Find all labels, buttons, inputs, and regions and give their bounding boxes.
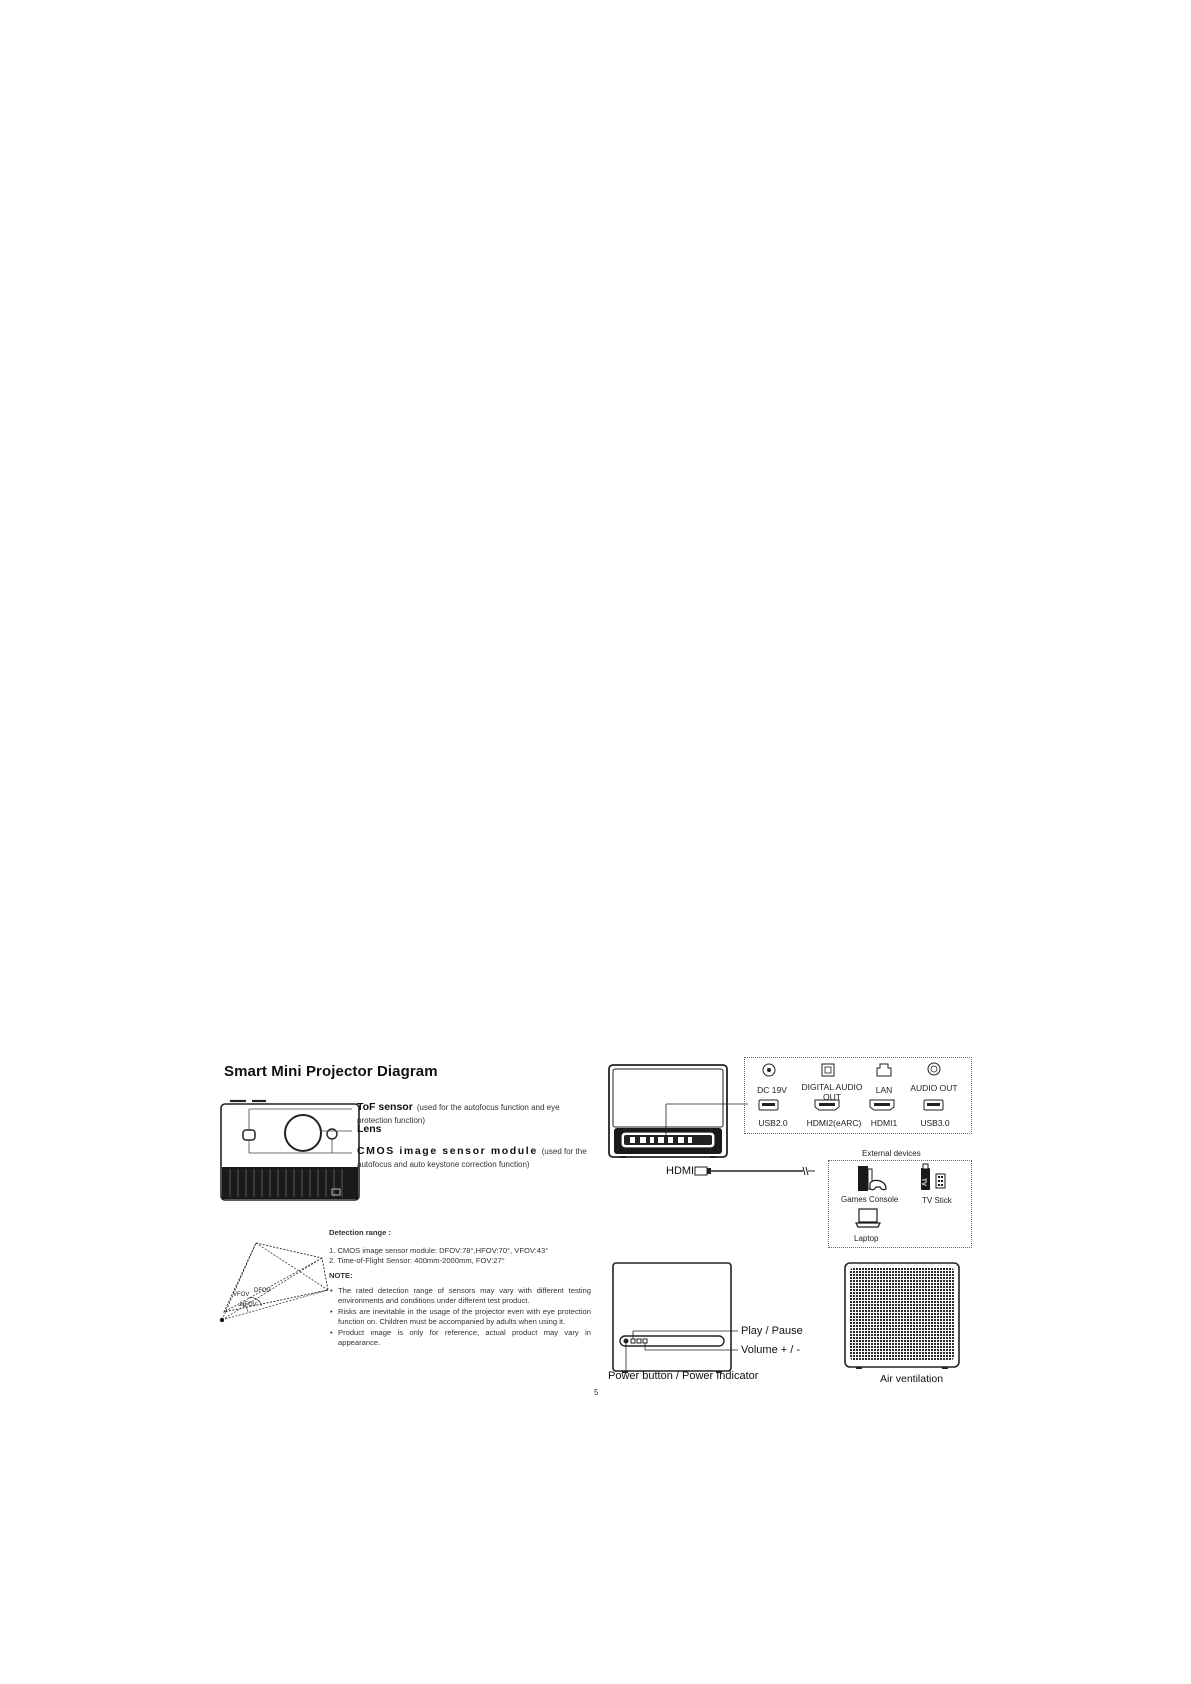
detection-heading: Detection range : xyxy=(329,1228,392,1237)
detection-item-2: 2. Time-of-Flight Sensor: 400mm-2000mm, FOV:27° xyxy=(329,1256,505,1265)
laptop-icon xyxy=(855,1208,881,1230)
detection-section xyxy=(329,1228,591,1349)
projector-front-illustration xyxy=(220,1101,360,1202)
volume-label: Volume + / - xyxy=(741,1344,801,1356)
note-item: • The rated detection range of sensors may vary with different testing environments and conditions under different test product. xyxy=(338,1286,591,1306)
tv-stick-label: TV Stick xyxy=(922,1196,952,1205)
games-console-icon xyxy=(856,1165,888,1193)
detection-range-diagram xyxy=(218,1240,328,1326)
port-label-audio-out: AUDIO OUT xyxy=(910,1083,958,1093)
projector-rear-illustration xyxy=(608,1064,728,1162)
dfov-label: DFOV xyxy=(254,1288,271,1294)
port-label-lan: LAN xyxy=(875,1085,893,1095)
tof-sensor-callout xyxy=(357,1101,597,1126)
detection-item-1: 1. CMOS image sensor module: DFOV:78°,HFOV:70°, VFOV:43° xyxy=(329,1246,549,1255)
note-item: • Product image is only for reference, actual product may vary in appearance. xyxy=(338,1328,591,1348)
laptop-label: Laptop xyxy=(854,1234,879,1243)
page-number: 5 xyxy=(594,1388,599,1397)
tv-stick-text: TV xyxy=(919,1178,926,1186)
games-console-label: Games Console xyxy=(841,1195,899,1204)
air-ventilation-illustration xyxy=(844,1262,960,1372)
note-item: • Risks are inevitable in the usage of the projector even with eye protection function on. Children must be accompanied by adults when using it. xyxy=(338,1307,591,1327)
tof-sensor-label: ToF sensor xyxy=(357,1101,413,1113)
port-label-dc: DC 19V xyxy=(757,1085,787,1095)
port-label-usb3: USB3.0 xyxy=(920,1118,950,1128)
cmos-desc: (used for the xyxy=(541,1147,587,1156)
lens-label: Lens xyxy=(357,1123,382,1135)
hfov-label: HFOV xyxy=(240,1302,257,1308)
external-devices-title: External devices xyxy=(862,1149,921,1158)
tof-sensor-desc-cont: protection function) xyxy=(357,1116,426,1125)
note-list xyxy=(329,1286,591,1348)
play-pause-label: Play / Pause xyxy=(741,1325,803,1337)
hdmi-cable xyxy=(695,1164,815,1180)
power-button-label: Power button / Power Indicator xyxy=(608,1370,759,1382)
vfov-label: VFOV xyxy=(233,1292,250,1298)
tof-sensor-desc: (used for the autofocus function and eye xyxy=(416,1103,560,1112)
port-label-hdmi2: HDMI2(eARC) xyxy=(806,1118,862,1128)
port-label-digital-audio: DIGITAL AUDIO OUT xyxy=(801,1082,863,1102)
air-ventilation-label: Air ventilation xyxy=(880,1373,944,1385)
cmos-label: CMOS image sensor module xyxy=(357,1145,538,1157)
port-label-hdmi1: HDMI1 xyxy=(870,1118,898,1128)
hdmi-cable-label: HDMI xyxy=(666,1165,695,1177)
port-label-usb2: USB2.0 xyxy=(758,1118,788,1128)
page-title: Smart Mini Projector Diagram xyxy=(224,1063,438,1080)
cmos-desc-cont: autofocus and auto keystone correction function) xyxy=(357,1160,530,1169)
note-heading: NOTE: xyxy=(329,1271,353,1280)
cmos-callout xyxy=(357,1145,602,1170)
projector-top-illustration xyxy=(612,1262,732,1377)
